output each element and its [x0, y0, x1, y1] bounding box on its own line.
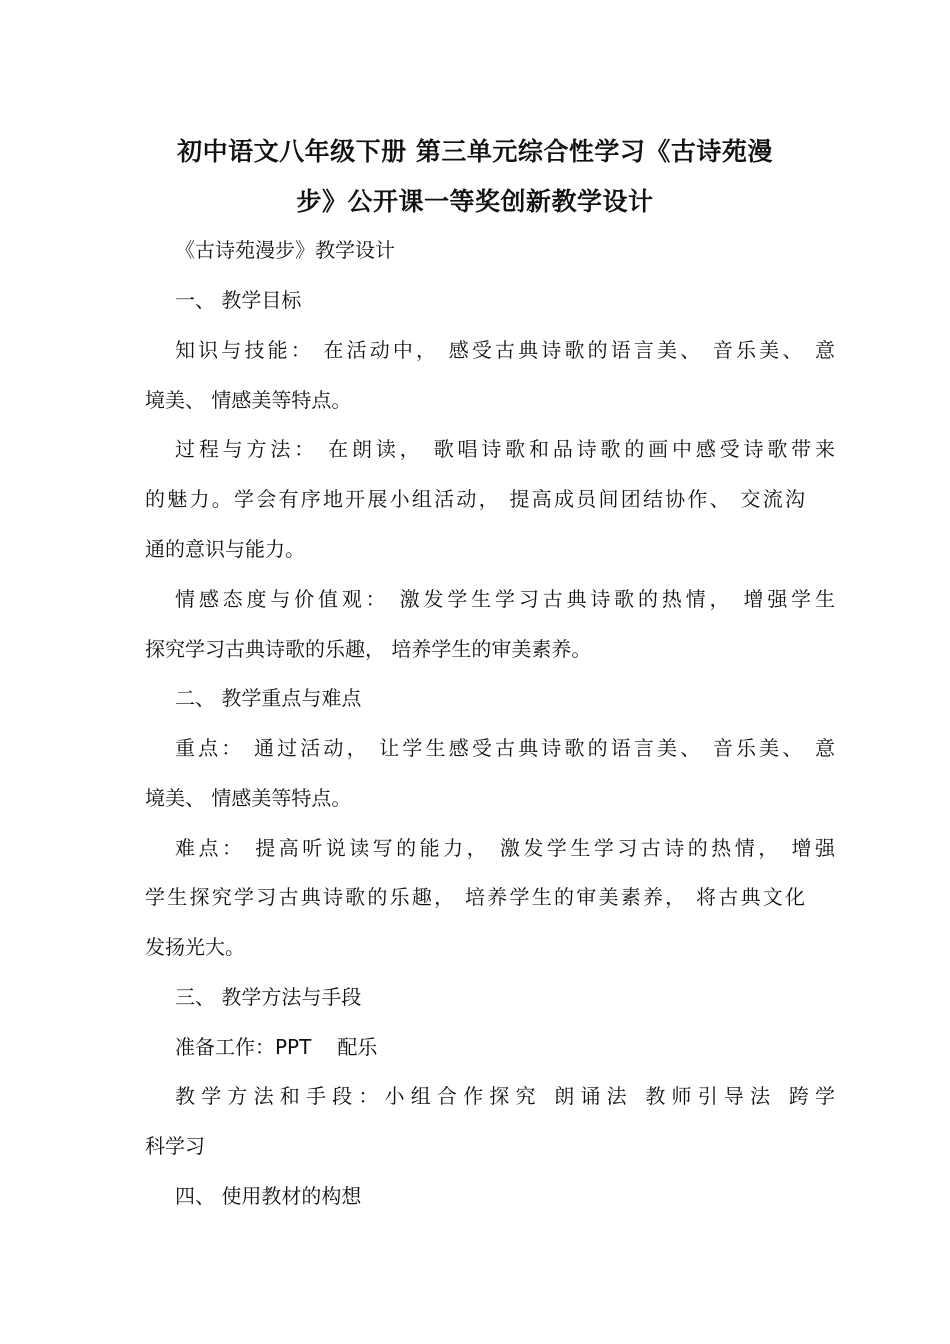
knowledge-line-2: 境美、 情感美等特点。	[145, 388, 352, 412]
preparation-line	[145, 1031, 835, 1063]
methods-label: 教学方法和手段：小组合作探究	[175, 1084, 542, 1108]
process-line-2: 的魅力。学会有序地开展小组活动， 提高成员间团结协作、 交流沟	[145, 487, 805, 511]
process-line-3: 通的意识与能力。	[145, 537, 305, 561]
title-line-1: 初中语文八年级下册 第三单元综合性学习《古诗苑漫	[177, 137, 773, 166]
process-line-1: 过程与方法： 在朗读， 歌唱诗歌和品诗歌的画中感受诗歌带来	[175, 437, 835, 461]
difficulty-line-1: 难点： 提高听说读写的能力， 激发学生学习古诗的热情， 增强	[175, 836, 835, 860]
section-2-heading: 二、 教学重点与难点	[175, 686, 362, 710]
document-subtitle: 《古诗苑漫步》教学设计	[175, 238, 395, 262]
title-line-2: 步》公开课一等奖创新教学设计	[296, 187, 654, 216]
difficulty-line-3: 发扬光大。	[145, 935, 245, 959]
section-4-heading: 四、 使用教材的构想	[175, 1184, 362, 1208]
emotion-line-1: 情感态度与价值观： 激发学生学习古典诗歌的热情， 增强学生	[175, 587, 835, 611]
key-point-line-2: 境美、 情感美等特点。	[145, 786, 352, 810]
section-1-heading: 一、 教学目标	[175, 288, 302, 312]
methods-item-guidance: 教师引导法	[645, 1084, 777, 1108]
methods-line-2: 科学习	[145, 1134, 205, 1158]
methods-line-1	[145, 1080, 835, 1112]
section-3-heading: 三、 教学方法与手段	[175, 985, 362, 1009]
methods-item-cross: 跨学	[788, 1084, 836, 1108]
emotion-line-2: 探究学习古典诗歌的乐趣， 培养学生的审美素养。	[145, 637, 592, 661]
knowledge-line-1: 知识与技能： 在活动中， 感受古典诗歌的语言美、 音乐美、 意	[175, 338, 835, 362]
key-point-line-1: 重点： 通过活动， 让学生感受古典诗歌的语言美、 音乐美、 意	[175, 736, 835, 760]
preparation-item-music: 配乐	[337, 1035, 378, 1059]
preparation-label: 准备工作：PPT	[175, 1035, 312, 1059]
difficulty-line-2: 学生探究学习古典诗歌的乐趣， 培养学生的审美素养， 将古典文化	[145, 885, 805, 909]
document-title	[145, 127, 805, 227]
methods-item-recitation: 朗诵法	[554, 1084, 633, 1108]
